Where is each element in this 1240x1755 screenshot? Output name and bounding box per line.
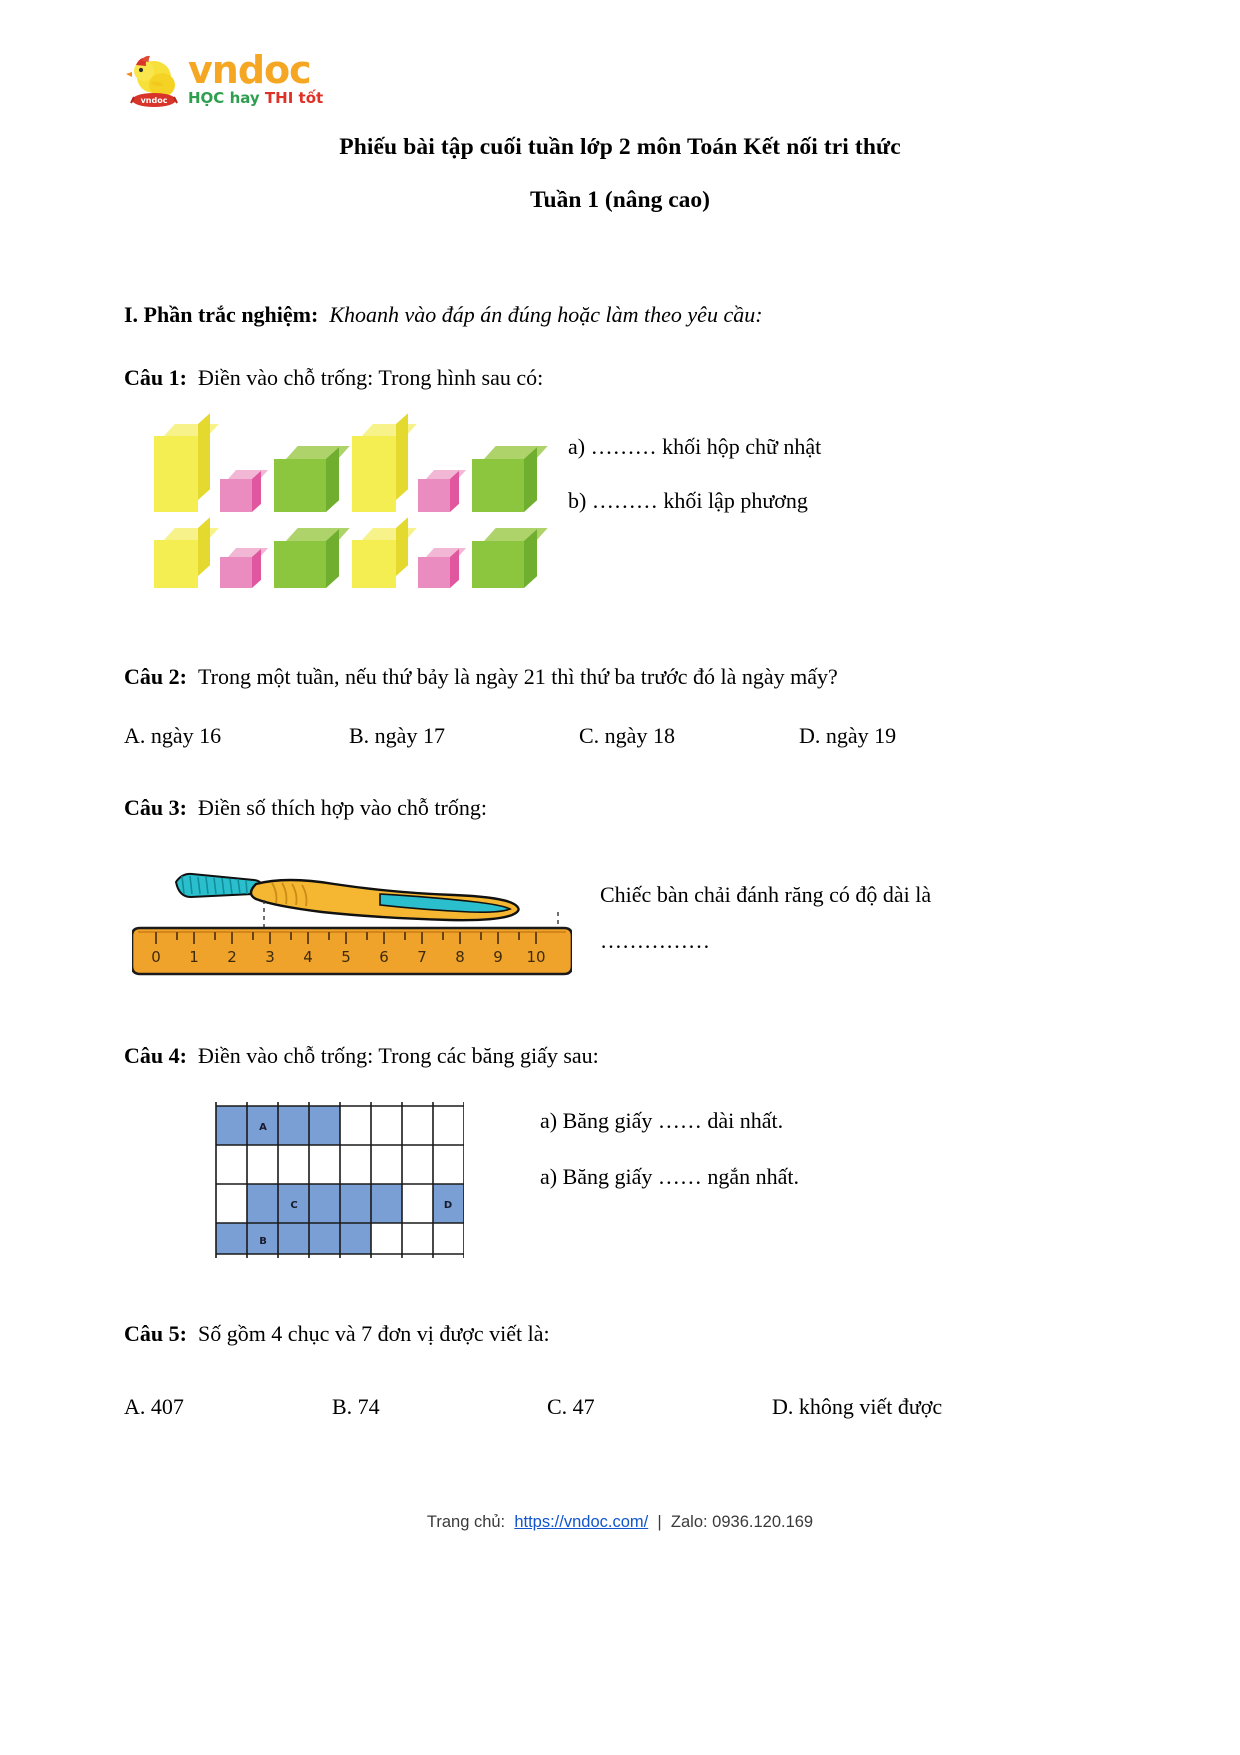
footer-link[interactable]: https://vndoc.com/ bbox=[514, 1513, 649, 1531]
question-5-line bbox=[124, 1317, 1116, 1350]
toothbrush-ruler-figure bbox=[132, 848, 572, 983]
question-2-option-d[interactable]: D. ngày 19 bbox=[799, 723, 897, 748]
question-2-prompt: Trong một tuần, nếu thứ bảy là ngày 21 thì thứ ba trước đó là ngày mấy? bbox=[197, 664, 838, 689]
question-2-option-a[interactable]: A. ngày 16 bbox=[124, 723, 222, 748]
pink-cube bbox=[220, 528, 264, 588]
question-2-number: Câu 2: bbox=[124, 664, 187, 689]
question-4-prompt: Điền vào chỗ trống: Trong các băng giấy sau: bbox=[197, 1043, 599, 1068]
blocks-row-2 bbox=[154, 526, 514, 588]
question-5-prompt: Số gồm 4 chục và 7 đơn vị được viết là: bbox=[197, 1321, 550, 1346]
footer-prefix: Trang chủ: bbox=[426, 1513, 506, 1531]
pink-cube bbox=[220, 424, 264, 512]
question-1-line bbox=[124, 361, 1116, 394]
logo-tagline-tot: tốt bbox=[298, 88, 324, 107]
strip-label-B: B bbox=[259, 1236, 267, 1247]
svg-text:9: 9 bbox=[493, 948, 503, 966]
question-3-text-line-1: Chiếc bàn chải đánh răng có độ dài là bbox=[600, 882, 932, 907]
question-5-number: Câu 5: bbox=[124, 1321, 187, 1346]
pink-cube bbox=[418, 424, 462, 512]
svg-text:2: 2 bbox=[227, 948, 237, 966]
document-subtitle: Tuần 1 (nâng cao) bbox=[529, 187, 710, 213]
svg-text:10: 10 bbox=[526, 948, 546, 966]
question-3-body bbox=[124, 848, 1116, 983]
question-4-body bbox=[124, 1098, 1116, 1267]
question-4-answer-a: a) Băng giấy …… dài nhất. bbox=[540, 1108, 784, 1133]
yellow-box bbox=[154, 528, 210, 588]
question-5-option-c[interactable]: C. 47 bbox=[547, 1394, 595, 1419]
svg-text:1: 1 bbox=[189, 948, 199, 966]
svg-text:8: 8 bbox=[455, 948, 465, 966]
footer-zalo: Zalo: 0936.120.169 bbox=[670, 1513, 814, 1531]
solid-blocks-figure bbox=[154, 420, 514, 588]
logo-wordmark: vndoc bbox=[188, 47, 311, 92]
svg-text:3: 3 bbox=[265, 948, 275, 966]
question-4-answers bbox=[540, 1098, 799, 1220]
svg-text:6: 6 bbox=[379, 948, 389, 966]
footer-separator: | bbox=[657, 1513, 662, 1531]
question-3-prompt: Điền số thích hợp vào chỗ trống: bbox=[197, 795, 487, 820]
question-3-text bbox=[600, 848, 1020, 964]
question-5-options bbox=[124, 1394, 1116, 1420]
svg-text:4: 4 bbox=[303, 948, 313, 966]
green-cube bbox=[274, 528, 342, 588]
toothbrush-icon bbox=[176, 874, 519, 920]
question-3-text-line-2: …………… bbox=[600, 928, 710, 954]
yellow-box bbox=[352, 528, 408, 588]
question-2-options bbox=[124, 723, 1116, 749]
question-1-body bbox=[124, 420, 1116, 588]
strip-C bbox=[247, 1184, 402, 1223]
vndoc-logo bbox=[124, 42, 323, 114]
question-4-answer-b: a) Băng giấy …… ngắn nhất. bbox=[540, 1164, 800, 1189]
question-2-line bbox=[124, 660, 1116, 693]
svg-text:0: 0 bbox=[151, 948, 161, 966]
question-1-prompt: Điền vào chỗ trống: Trong hình sau có: bbox=[197, 365, 544, 390]
pink-cube bbox=[418, 528, 462, 588]
question-2-option-b[interactable]: B. ngày 17 bbox=[349, 723, 445, 748]
svg-text:5: 5 bbox=[341, 948, 351, 966]
strip-label-C: C bbox=[290, 1200, 298, 1211]
svg-text:vndoc: vndoc bbox=[140, 96, 168, 105]
page-footer bbox=[0, 1513, 1240, 1532]
question-1-number: Câu 1: bbox=[124, 365, 187, 390]
paper-strips-grid-figure bbox=[208, 1098, 464, 1267]
yellow-box bbox=[352, 424, 408, 512]
green-cube bbox=[274, 424, 342, 512]
strip-label-A: A bbox=[259, 1122, 267, 1133]
chicken-mascot-icon bbox=[124, 47, 182, 109]
blocks-row-1 bbox=[154, 420, 514, 512]
logo-tagline-hay: hay bbox=[229, 88, 260, 107]
question-1-answers bbox=[568, 420, 821, 542]
question-5-option-d[interactable]: D. không viết được bbox=[772, 1394, 943, 1419]
green-cube bbox=[472, 424, 540, 512]
ruler-icon bbox=[132, 928, 572, 974]
question-5-option-b[interactable]: B. 74 bbox=[332, 1394, 380, 1419]
logo-tagline-hoc: HỌC bbox=[188, 88, 225, 107]
question-5-option-a[interactable]: A. 407 bbox=[124, 1394, 184, 1419]
document-title: Phiếu bài tập cuối tuần lớp 2 môn Toán Kết nối tri thức bbox=[339, 134, 901, 160]
question-3-number: Câu 3: bbox=[124, 795, 187, 820]
question-1-answer-b: b) ……… khối lập phương bbox=[568, 488, 808, 513]
logo-tagline-thi: THI bbox=[264, 88, 294, 107]
section-instruction: Khoanh vào đáp án đúng hoặc làm theo yêu cầu: bbox=[329, 302, 763, 327]
question-3-line bbox=[124, 791, 1116, 824]
logo-tagline bbox=[188, 88, 324, 107]
svg-text:7: 7 bbox=[417, 948, 427, 966]
yellow-box bbox=[154, 424, 210, 512]
green-cube bbox=[472, 528, 540, 588]
question-1-answer-a: a) ……… khối hộp chữ nhật bbox=[568, 434, 822, 459]
question-2-option-c[interactable]: C. ngày 18 bbox=[579, 723, 675, 748]
question-4-line bbox=[124, 1039, 1116, 1072]
section-heading bbox=[124, 298, 1116, 331]
strip-B bbox=[216, 1223, 371, 1254]
question-4-number: Câu 4: bbox=[124, 1043, 187, 1068]
section-label: I. Phần trắc nghiệm: bbox=[124, 302, 319, 327]
strip-label-D: D bbox=[443, 1200, 453, 1211]
